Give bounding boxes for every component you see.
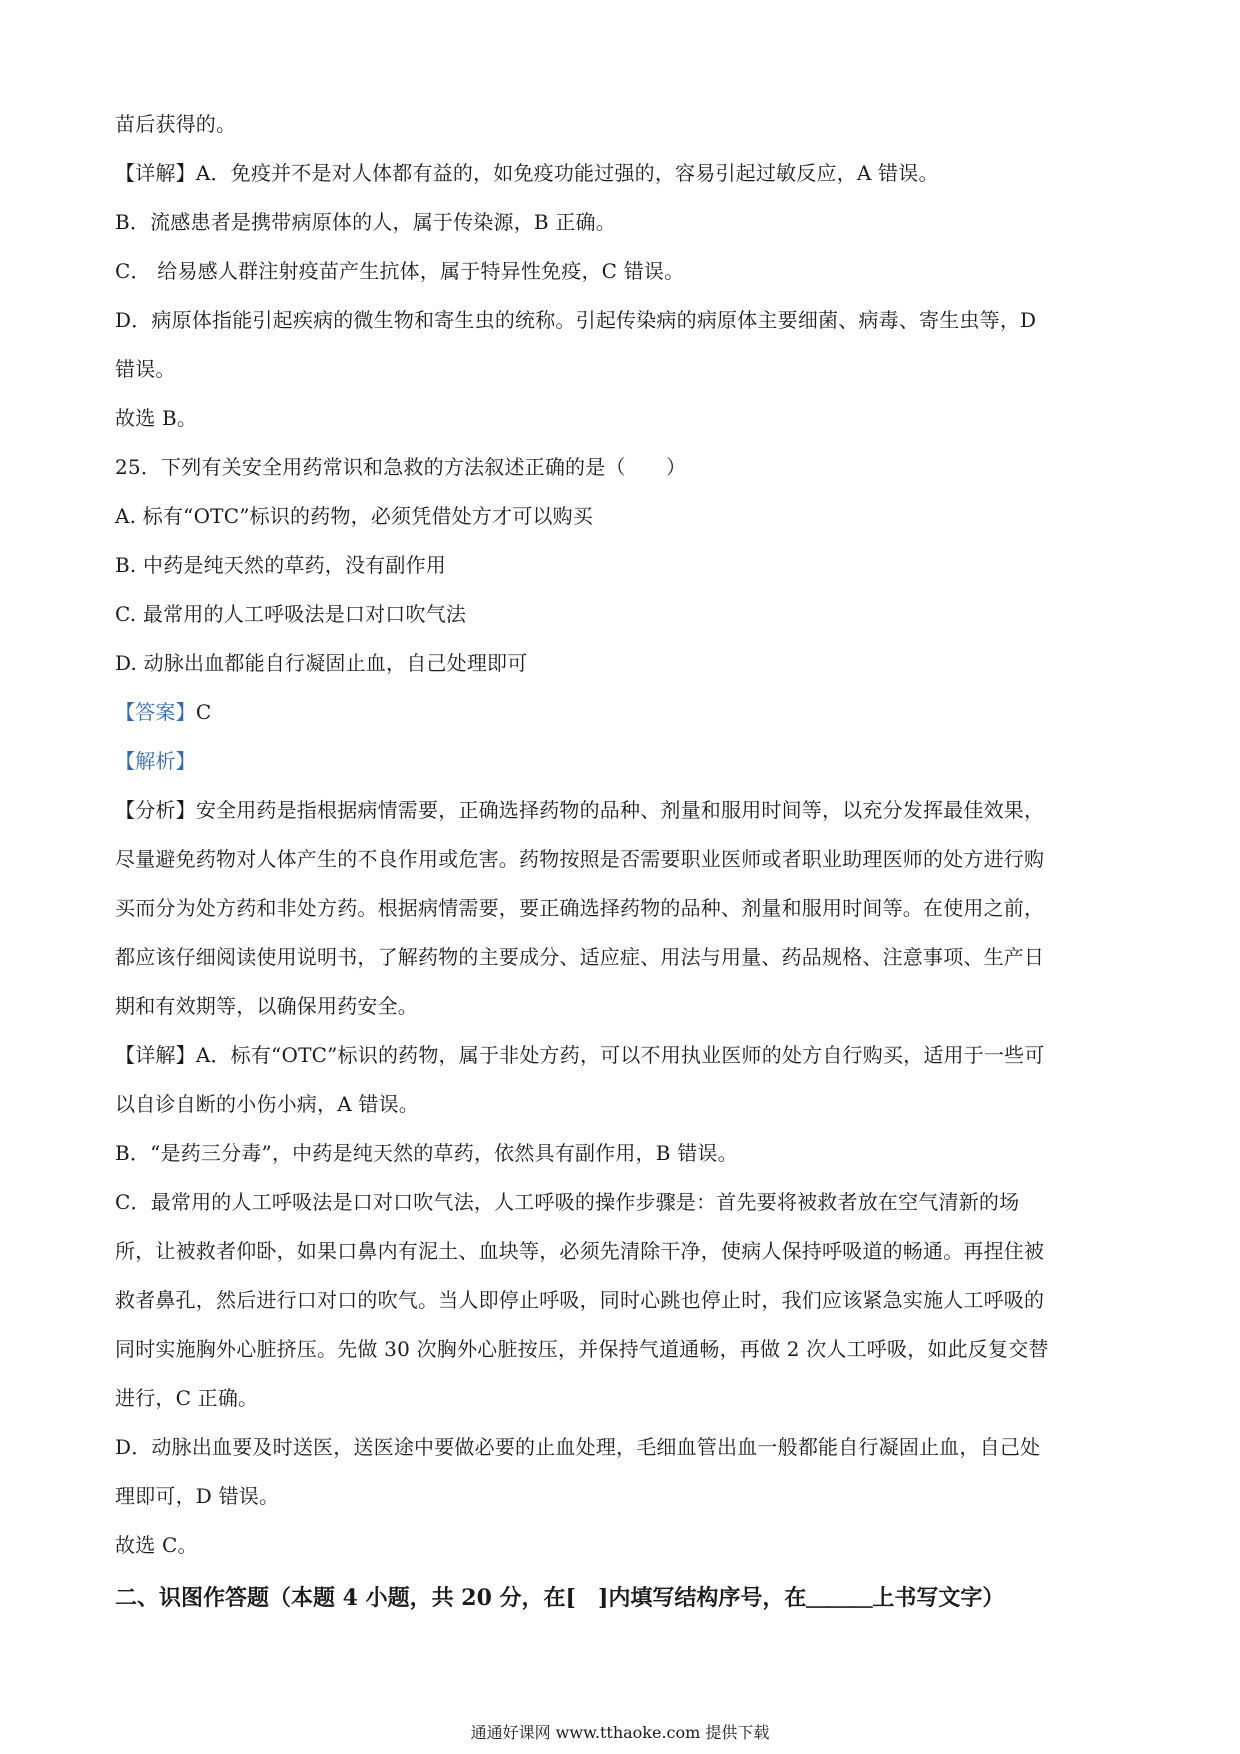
page-footer: 通通好课网 www.tthaoke.com 提供下载 <box>470 1723 770 1742</box>
text-line <box>115 1472 1125 1521</box>
text-line <box>115 1129 1125 1178</box>
text-line <box>115 1276 1125 1325</box>
line-text: 期和有效期等，以确保用药安全。 <box>115 994 418 1018</box>
text-line <box>115 541 1125 590</box>
text-line <box>115 835 1125 884</box>
section-tag: 【详解】 <box>115 1043 196 1067</box>
text-line <box>115 737 1125 786</box>
line-text: D．动脉出血要及时送医，送医途中要做必要的止血处理，毛细血管出血一般都能自行凝固止血，自己处 <box>115 1435 1041 1459</box>
answer-tag: 【解析】 <box>115 749 196 773</box>
line-text: 故选 B。 <box>115 406 198 430</box>
text-line <box>115 1031 1125 1080</box>
text-line <box>115 149 1125 198</box>
line-text: 进行，C 正确。 <box>115 1386 259 1410</box>
line-text: 买而分为处方药和非处方药。根据病情需要，要正确选择药物的品种、剂量和服用时间等。在使用之前， <box>115 896 1045 920</box>
text-line <box>115 1423 1125 1472</box>
answer-tag: 【答案】 <box>115 700 196 724</box>
text-line <box>115 639 1125 688</box>
line-text: C. 最常用的人工呼吸法是口对口吹气法 <box>115 602 467 626</box>
text-line <box>115 884 1125 933</box>
line-text: 所，让被救者仰卧，如果口鼻内有泥土、血块等，必须先清除干净，使病人保持呼吸道的畅通。再捏住被 <box>115 1239 1045 1263</box>
line-text: C． 给易感人群注射疫苗产生抗体，属于特异性免疫，C 错误。 <box>115 259 685 283</box>
line-text: B．流感患者是携带病原体的人，属于传染源，B 正确。 <box>115 210 616 234</box>
text-line <box>115 100 1125 149</box>
section-tag: 【分析】 <box>115 798 196 822</box>
line-text: B．“是药三分毒”，中药是纯天然的草药，依然具有副作用，B 错误。 <box>115 1141 738 1165</box>
line-text: 尽量避免药物对人体产生的不良作用或危害。药物按照是否需要职业医师或者职业助理医师的处方进行购 <box>115 847 1045 871</box>
text-line <box>115 1178 1125 1227</box>
line-text: 25．下列有关安全用药常识和急救的方法叙述正确的是（ ） <box>115 455 687 479</box>
line-text: 以自诊自断的小伤小病，A 错误。 <box>115 1092 420 1116</box>
line-text: A．免疫并不是对人体都有益的，如免疫功能过强的，容易引起过敏反应，A 错误。 <box>195 161 939 185</box>
text-line <box>115 1521 1125 1570</box>
text-line <box>115 1325 1125 1374</box>
section-heading: 二、识图作答题（本题 4 小题，共 20 分，在[ ]内填写结构序号，在＿＿＿上书写文字） <box>115 1585 1005 1611</box>
text-line <box>115 394 1125 443</box>
line-text: 错误。 <box>115 357 176 381</box>
line-text: D. 动脉出血都能自行凝固止血，自己处理即可 <box>115 651 528 675</box>
line-text: 救者鼻孔，然后进行口对口的吹气。当人即停止呼吸，同时心跳也停止时，我们应该紧急实施人工呼吸的 <box>115 1288 1045 1312</box>
text-line <box>115 198 1125 247</box>
text-line <box>115 982 1125 1031</box>
document-body <box>115 100 1125 1624</box>
line-text: 都应该仔细阅读使用说明书，了解药物的主要成分、适应症、用法与用量、药品规格、注意事项、生产日 <box>115 945 1045 969</box>
line-text: A．标有“OTC”标识的药物，属于非处方药，可以不用执业医师的处方自行购买，适用于一些可 <box>195 1043 1045 1067</box>
line-text: 安全用药是指根据病情需要，正确选择药物的品种、剂量和服用时间等，以充分发挥最佳效果， <box>195 798 1045 822</box>
text-line <box>115 590 1125 639</box>
text-line <box>115 1374 1125 1423</box>
text-line <box>115 345 1125 394</box>
text-line <box>115 786 1125 835</box>
text-line <box>115 933 1125 982</box>
line-text: A. 标有“OTC”标识的药物，必须凭借处方才可以购买 <box>115 504 594 528</box>
text-line <box>115 1080 1125 1129</box>
line-text: C <box>195 700 212 724</box>
line-text: 苗后获得的。 <box>115 112 237 136</box>
text-line <box>115 247 1125 296</box>
line-text: 故选 C。 <box>115 1533 198 1557</box>
text-line <box>115 443 1125 492</box>
line-text: B. 中药是纯天然的草药，没有副作用 <box>115 553 447 577</box>
text-line <box>115 1227 1125 1276</box>
line-text: C．最常用的人工呼吸法是口对口吹气法，人工呼吸的操作步骤是：首先要将被救者放在空气清新的场 <box>115 1190 1020 1214</box>
line-text: D．病原体指能引起疾病的微生物和寄生虫的统称。引起传染病的病原体主要细菌、病毒、寄生虫等，D <box>115 308 1037 332</box>
text-line <box>115 492 1125 541</box>
section-tag: 【详解】 <box>115 161 196 185</box>
line-text: 理即可，D 错误。 <box>115 1484 280 1508</box>
text-line <box>115 688 1125 737</box>
text-line <box>115 296 1125 345</box>
line-text: 同时实施胸外心脏挤压。先做 30 次胸外心脏按压，并保持气道通畅，再做 2 次人工呼吸，如此反复交替 <box>115 1337 1049 1361</box>
